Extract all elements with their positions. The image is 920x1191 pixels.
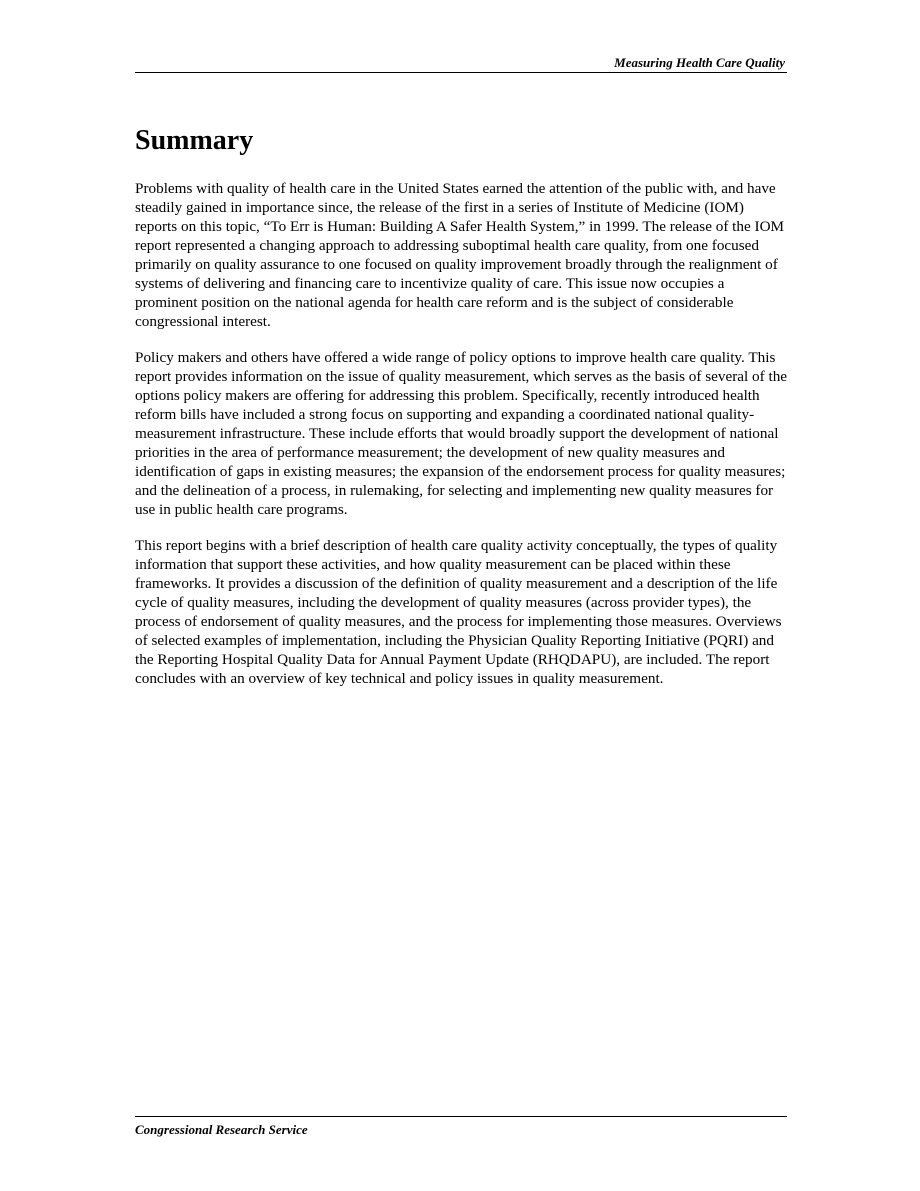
summary-body bbox=[135, 179, 788, 705]
paragraph: Problems with quality of health care in the United States earned the attention of the public with, and have steadily gained in importance since, the release of the first in a series of Institute of Medicine (IOM) reports on this topic, “To Err is Human: Building A Safer Health System,” in 1999. The release of the IOM report represented a changing approach to addressing suboptimal health care quality, from one focused primarily on quality assurance to one focused on quality improvement broadly through the realignment of systems of delivering and financing care to incentivize quality of care. This issue now occupies a prominent position on the national agenda for health care reform and is the subject of considerable congressional interest. bbox=[135, 180, 785, 330]
page-title: Summary bbox=[135, 125, 254, 156]
paragraph: Policy makers and others have offered a wide range of policy options to improve health care quality. This report provides information on the issue of quality measurement, which serves as the basis of several of the options policy makers are offering for addressing this problem. Specifically, recently introduced health reform bills have included a strong focus on supporting and expanding a coordinated national quality-measurement infrastructure. These include efforts that would broadly support the development of national priorities in the area of performance measurement; the development of new quality measures and identification of gaps in existing measures; the expansion of the endorsement process for quality measures; and the delineation of a process, in rulemaking, for selecting and implementing new quality measures for use in public health care programs. bbox=[135, 349, 788, 518]
page-header bbox=[135, 55, 787, 73]
page-footer bbox=[135, 1116, 787, 1139]
paragraph: This report begins with a brief description of health care quality activity conceptually, the types of quality information that support these activities, and how quality measurement can be placed within these frameworks. It provides a discussion of the definition of quality measurement and a description of the life cycle of quality measures, including the development of quality measures (across provider types), the process of endorsement of quality measures, and the process for implementing those measures. Overviews of selected examples of implementation, including the Physician Quality Reporting Initiative (PQRI) and the Reporting Hospital Quality Data for Annual Payment Update (RHQDAPU), are included. The report concludes with an overview of key technical and policy issues in quality measurement. bbox=[135, 537, 782, 687]
running-title: Measuring Health Care Quality bbox=[614, 55, 785, 70]
footer-publisher: Congressional Research Service bbox=[135, 1122, 308, 1137]
